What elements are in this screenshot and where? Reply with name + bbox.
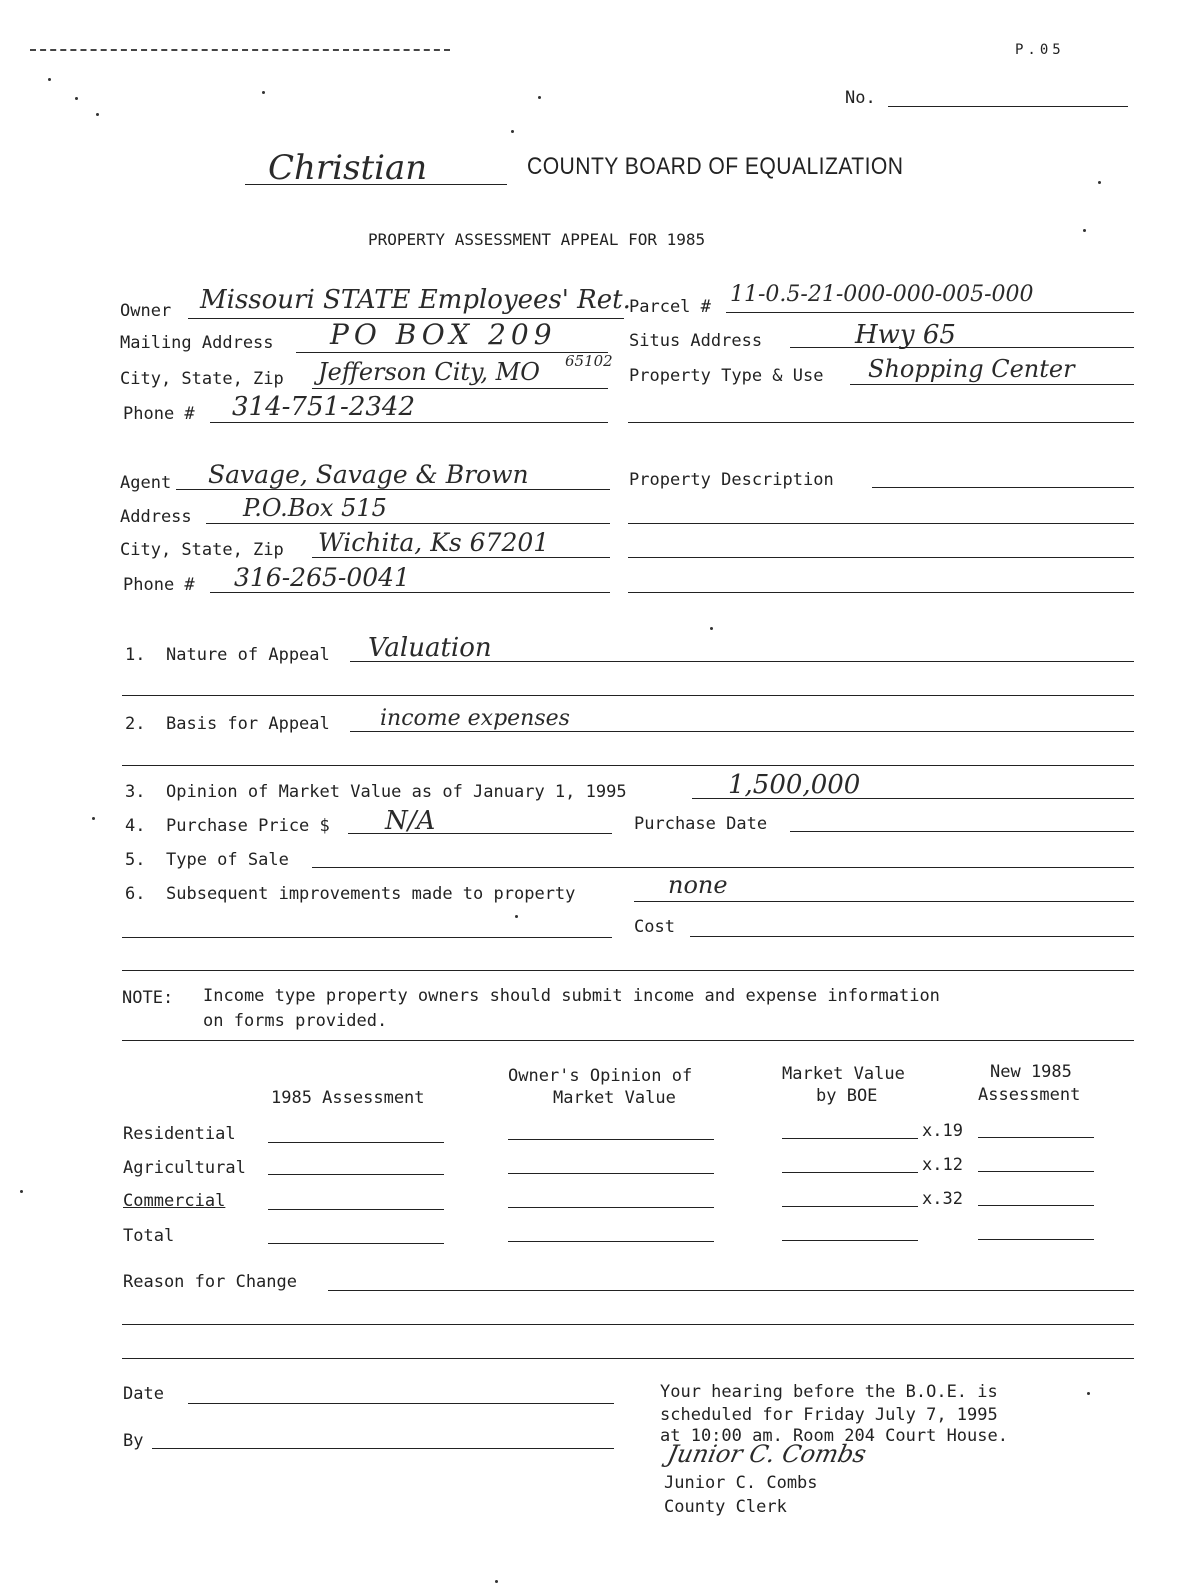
scan-speck	[1087, 1392, 1090, 1395]
q6-line	[634, 901, 1134, 902]
scan-speck	[92, 817, 95, 820]
row-agricultural-new-line	[978, 1171, 1094, 1172]
row-agricultural-label: Agricultural	[123, 1158, 246, 1178]
row-total-label: Total	[123, 1226, 175, 1246]
parcel-label: Parcel #	[629, 297, 711, 317]
agent-value: Savage, Savage & Brown	[208, 460, 529, 489]
agent-phone-line	[210, 592, 610, 593]
county-line	[245, 184, 507, 185]
type-line-2	[628, 422, 1134, 423]
q4-line	[348, 833, 612, 834]
scan-speck	[495, 1580, 498, 1583]
scan-speck	[262, 91, 265, 94]
q6-label: Subsequent improvements made to property	[166, 884, 576, 904]
scan-speck	[75, 97, 78, 100]
q4-value: N/A	[385, 806, 436, 836]
q4-number: 4.	[125, 816, 146, 836]
q1-line-2	[122, 695, 1134, 696]
table-col-new-2: Assessment	[978, 1085, 1081, 1105]
table-col-new-1: New 1985	[990, 1062, 1072, 1082]
hearing-line-1: Your hearing before the B.O.E. is	[660, 1382, 998, 1402]
q2-value: income expenses	[380, 706, 570, 731]
scan-speck	[538, 96, 541, 99]
reason-line-1	[328, 1290, 1134, 1291]
q6-line-3	[122, 970, 1134, 971]
row-residential-new-line	[978, 1137, 1094, 1138]
owner-label: Owner	[120, 301, 172, 321]
agent-label: Agent	[120, 473, 172, 493]
agent-city-label: City, State, Zip	[120, 540, 284, 560]
row-commercial-assess-line	[268, 1209, 444, 1210]
no-label: No.	[845, 88, 876, 108]
owner-value: Missouri STATE Employees' Ret.	[200, 285, 631, 315]
owner-city-line	[312, 388, 608, 389]
type-label: Property Type & Use	[629, 366, 824, 386]
situs-value: Hwy 65	[855, 320, 956, 350]
owner-city-label: City, State, Zip	[120, 369, 284, 389]
table-col-boe-2: by BOE	[816, 1086, 878, 1106]
note-divider	[122, 1040, 1134, 1041]
scan-speck	[96, 113, 99, 116]
mailing-label: Mailing Address	[120, 333, 274, 353]
description-label: Property Description	[629, 470, 834, 490]
situs-label: Situs Address	[629, 331, 763, 351]
owner-zip-value: 65102	[565, 352, 613, 370]
by-label: By	[123, 1431, 144, 1451]
cost-label: Cost	[634, 917, 675, 937]
q3-line	[692, 798, 1134, 799]
q5-label: Type of Sale	[166, 850, 289, 870]
situs-line	[790, 347, 1134, 348]
q1-value: Valuation	[368, 633, 492, 663]
description-line-3	[628, 557, 1134, 558]
hearing-line-2: scheduled for Friday July 7, 1995	[660, 1405, 998, 1425]
row-agricultural-owner-line	[508, 1173, 714, 1174]
row-residential-assess-line	[268, 1142, 444, 1143]
agent-phone-label: Phone #	[123, 575, 195, 595]
owner-phone-label: Phone #	[123, 404, 195, 424]
q1-line	[350, 661, 1134, 662]
date-label: Date	[123, 1384, 164, 1404]
row-total-owner-line	[508, 1241, 714, 1242]
q6-number: 6.	[125, 884, 146, 904]
table-col-boe-1: Market Value	[782, 1064, 905, 1084]
mailing-value: PO BOX 209	[330, 318, 557, 351]
row-agricultural-factor: x.12	[922, 1155, 963, 1175]
q2-line	[350, 731, 1134, 732]
q3-number: 3.	[125, 782, 146, 802]
row-commercial-boe-line	[782, 1206, 918, 1207]
table-col-1985: 1985 Assessment	[271, 1088, 425, 1108]
q2-number: 2.	[125, 714, 146, 734]
table-col-owner-1: Owner's Opinion of	[508, 1066, 693, 1086]
owner-phone-value: 314-751-2342	[232, 392, 415, 422]
q3-label: Opinion of Market Value as of January 1, 1995	[166, 782, 627, 802]
row-residential-boe-line	[782, 1138, 918, 1139]
agent-line	[176, 489, 610, 490]
reason-line-3	[122, 1358, 1134, 1359]
board-title: COUNTY BOARD OF EQUALIZATION	[527, 153, 904, 180]
scan-speck	[1098, 181, 1101, 184]
note-label: NOTE:	[122, 988, 174, 1008]
reason-label: Reason for Change	[123, 1272, 297, 1292]
clerk-name: Junior C. Combs	[664, 1473, 818, 1493]
scan-speck	[710, 627, 713, 630]
scan-speck	[511, 130, 514, 133]
type-value: Shopping Center	[868, 355, 1075, 383]
cost-line	[690, 936, 1134, 937]
type-line	[850, 384, 1134, 385]
description-line-2	[628, 523, 1134, 524]
row-total-assess-line	[268, 1243, 444, 1244]
row-commercial-factor: x.32	[922, 1189, 963, 1209]
q6-value: none	[668, 871, 728, 899]
row-total-new-line	[978, 1239, 1094, 1240]
row-commercial-label: Commercial	[123, 1191, 226, 1211]
purchase-date-label: Purchase Date	[634, 814, 768, 834]
note-line-1: Income type property owners should submit income and expense information	[203, 986, 940, 1006]
scan-speck	[20, 1190, 23, 1193]
q4-label: Purchase Price $	[166, 816, 330, 836]
scan-speck	[48, 78, 51, 81]
row-agricultural-boe-line	[782, 1172, 918, 1173]
no-line	[888, 106, 1128, 107]
county-name: Christian	[268, 148, 428, 188]
row-agricultural-assess-line	[268, 1174, 444, 1175]
agent-address-line	[206, 523, 610, 524]
agent-city-line	[312, 557, 610, 558]
form-title: PROPERTY ASSESSMENT APPEAL FOR 1985	[368, 230, 706, 249]
row-commercial-owner-line	[508, 1207, 714, 1208]
q6-line-2	[122, 937, 612, 938]
reason-line-2	[122, 1324, 1134, 1325]
hearing-line-3: at 10:00 am. Room 204 Court House.	[660, 1426, 1008, 1446]
agent-address-value: P.O.Box 515	[243, 494, 387, 522]
agent-address-label: Address	[120, 507, 192, 527]
purchase-date-line	[790, 831, 1134, 832]
scan-speck	[1083, 229, 1086, 232]
row-residential-label: Residential	[123, 1124, 236, 1144]
description-line-1	[872, 487, 1134, 488]
q5-line	[312, 867, 1134, 868]
row-commercial-new-line	[978, 1205, 1094, 1206]
q5-number: 5.	[125, 850, 146, 870]
mailing-line	[296, 352, 608, 353]
scan-speck	[515, 915, 518, 918]
table-col-owner-2: Market Value	[553, 1088, 676, 1108]
date-line	[188, 1403, 614, 1404]
row-residential-factor: x.19	[922, 1121, 963, 1141]
row-total-boe-line	[782, 1240, 918, 1241]
row-residential-owner-line	[508, 1139, 714, 1140]
parcel-line	[726, 312, 1134, 313]
clerk-title: County Clerk	[664, 1497, 787, 1517]
agent-city-value: Wichita, Ks 67201	[318, 528, 550, 557]
clerk-signature: Junior C. Combs	[665, 1440, 869, 1468]
owner-phone-line	[210, 422, 608, 423]
owner-city-value: Jefferson City, MO	[318, 358, 540, 386]
note-line-2: on forms provided.	[203, 1011, 388, 1031]
description-line-4	[628, 592, 1134, 593]
q3-value: 1,500,000	[728, 770, 861, 800]
by-line	[152, 1448, 614, 1449]
agent-phone-value: 316-265-0041	[234, 563, 410, 592]
q2-label: Basis for Appeal	[166, 714, 330, 734]
q1-label: Nature of Appeal	[166, 645, 330, 665]
fax-header-smudge	[30, 49, 450, 51]
q2-line-2	[122, 765, 1134, 766]
parcel-value: 11-0.5-21-000-000-005-000	[730, 282, 1034, 307]
q1-number: 1.	[125, 645, 146, 665]
page-number: P.05	[1015, 42, 1065, 58]
